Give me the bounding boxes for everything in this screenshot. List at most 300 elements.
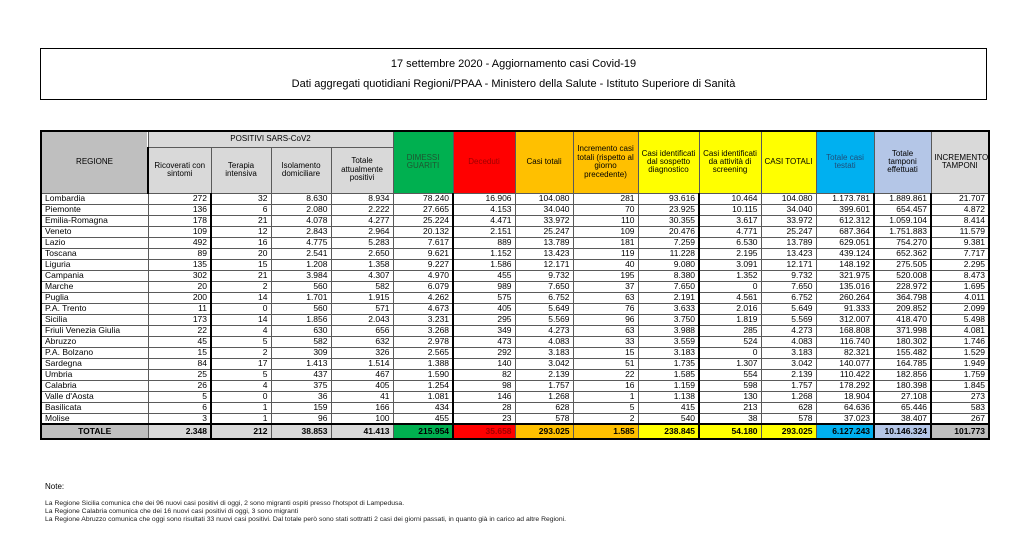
column-header-sospetto-diagnostico: Casi identificati dal sospetto diagnostico xyxy=(638,131,699,193)
value-cell: 116.740 xyxy=(816,336,874,347)
value-cell: 582 xyxy=(331,281,393,292)
value-cell: 571 xyxy=(331,303,393,314)
value-cell: 1 xyxy=(211,413,271,424)
value-cell: 12 xyxy=(211,226,271,237)
value-cell: 4 xyxy=(211,380,271,391)
note-line: La Regione Sicilia comunica che dei 96 nuovi casi positivi di oggi, 2 sono migranti ospiti presso l'hotspot di Lampedusa. xyxy=(45,500,405,507)
value-cell: 6.752 xyxy=(515,292,573,303)
value-cell: 2 xyxy=(211,347,271,358)
value-cell: 754.270 xyxy=(874,237,931,248)
value-cell: 3.559 xyxy=(638,336,699,347)
value-cell: 1.081 xyxy=(393,391,453,402)
value-cell: 9.227 xyxy=(393,259,453,270)
value-cell: 14 xyxy=(211,314,271,325)
note-line: La Regione Calabria comunica che dei 16 nuovi casi positivi di oggi, 3 sono migranti xyxy=(45,508,299,515)
value-cell: 2.139 xyxy=(515,369,573,380)
value-cell: 7.617 xyxy=(393,237,453,248)
value-cell: 209.852 xyxy=(874,303,931,314)
value-cell: 25.224 xyxy=(393,215,453,226)
value-cell: 654.457 xyxy=(874,204,931,215)
table-row xyxy=(41,413,989,424)
value-cell: 7.717 xyxy=(931,248,989,259)
column-header-totale-attualmente-positivi: Totale attualmente positivi xyxy=(331,147,393,193)
group-header-positivi-sars-cov2: POSITIVI SARS-CoV2 xyxy=(148,131,393,147)
value-cell: 164.785 xyxy=(874,358,931,369)
value-cell: 5 xyxy=(148,391,211,402)
value-cell: 89 xyxy=(148,248,211,259)
value-cell: 321.975 xyxy=(816,270,874,281)
region-cell: Molise xyxy=(41,413,148,424)
value-cell: 8.380 xyxy=(638,270,699,281)
column-header-isolamento-domiciliare: Isolamento domiciliare xyxy=(271,147,331,193)
value-cell: 4.872 xyxy=(931,204,989,215)
value-cell: 110.422 xyxy=(816,369,874,380)
value-cell: 10.146.324 xyxy=(874,424,931,439)
value-cell: 6.752 xyxy=(761,292,816,303)
value-cell: 6 xyxy=(211,204,271,215)
value-cell: 1.254 xyxy=(393,380,453,391)
value-cell: 140 xyxy=(453,358,515,369)
value-cell: 159 xyxy=(271,402,331,413)
value-cell: 22 xyxy=(573,369,638,380)
value-cell: 4.262 xyxy=(393,292,453,303)
value-cell: 989 xyxy=(453,281,515,292)
table-row xyxy=(41,314,989,325)
value-cell: 598 xyxy=(699,380,761,391)
value-cell: 375 xyxy=(271,380,331,391)
value-cell: 889 xyxy=(453,237,515,248)
value-cell: 1.586 xyxy=(453,259,515,270)
value-cell: 228.972 xyxy=(874,281,931,292)
value-cell: 583 xyxy=(931,402,989,413)
value-cell: 6.079 xyxy=(393,281,453,292)
note-line: La Regione Abruzzo comunica che oggi sono risultati 33 nuovi casi positivi. Dal totale però sono stati sottratti 2 casi dei giorni passati, in quanto già in carico ad altre Regioni. xyxy=(45,516,567,523)
value-cell: 180.302 xyxy=(874,336,931,347)
value-cell: 4.011 xyxy=(931,292,989,303)
table-row xyxy=(41,380,989,391)
region-cell: Veneto xyxy=(41,226,148,237)
value-cell: 4.771 xyxy=(699,226,761,237)
value-cell: 23.925 xyxy=(638,204,699,215)
value-cell: 1.757 xyxy=(761,380,816,391)
value-cell: 181 xyxy=(573,237,638,248)
value-cell: 38.407 xyxy=(874,413,931,424)
value-cell: 82 xyxy=(453,369,515,380)
value-cell: 1.413 xyxy=(271,358,331,369)
value-cell: 3.268 xyxy=(393,325,453,336)
value-cell: 292 xyxy=(453,347,515,358)
value-cell: 8.473 xyxy=(931,270,989,281)
value-cell: 36 xyxy=(271,391,331,402)
table-row xyxy=(41,292,989,303)
value-cell: 575 xyxy=(453,292,515,303)
region-cell: P.A. Bolzano xyxy=(41,347,148,358)
value-cell: 3.231 xyxy=(393,314,453,325)
value-cell: 2.964 xyxy=(331,226,393,237)
column-header-totale-casi-testati: Totale casi testati xyxy=(816,131,874,193)
value-cell: 439.124 xyxy=(816,248,874,259)
value-cell: 168.808 xyxy=(816,325,874,336)
value-cell: 20 xyxy=(211,248,271,259)
value-cell: 3.042 xyxy=(761,358,816,369)
value-cell: 1.352 xyxy=(699,270,761,281)
value-cell: 238.845 xyxy=(638,424,699,439)
value-cell: 5.283 xyxy=(331,237,393,248)
value-cell: 33.972 xyxy=(515,215,573,226)
value-cell: 16.906 xyxy=(453,193,515,204)
value-cell: 25.247 xyxy=(761,226,816,237)
column-header-terapia-intensiva: Terapia intensiva xyxy=(211,147,271,193)
value-cell: 3.633 xyxy=(638,303,699,314)
value-cell: 27.108 xyxy=(874,391,931,402)
value-cell: 405 xyxy=(453,303,515,314)
value-cell: 295 xyxy=(453,314,515,325)
value-cell: 34.040 xyxy=(515,204,573,215)
value-cell: 20.476 xyxy=(638,226,699,237)
value-cell: 2.016 xyxy=(699,303,761,314)
value-cell: 4.307 xyxy=(331,270,393,281)
value-cell: 1.735 xyxy=(638,358,699,369)
value-cell: 1 xyxy=(211,402,271,413)
value-cell: 437 xyxy=(271,369,331,380)
value-cell: 7.259 xyxy=(638,237,699,248)
value-cell: 35.658 xyxy=(453,424,515,439)
value-cell: 1.695 xyxy=(931,281,989,292)
column-header-screening: Casi identificati da attività di screening xyxy=(699,131,761,193)
value-cell: 26 xyxy=(148,380,211,391)
region-cell: Umbria xyxy=(41,369,148,380)
covid-data-table xyxy=(40,130,990,440)
value-cell: 4.970 xyxy=(393,270,453,281)
value-cell: 11.579 xyxy=(931,226,989,237)
value-cell: 7.650 xyxy=(638,281,699,292)
value-cell: 63 xyxy=(573,292,638,303)
value-cell: 4.083 xyxy=(515,336,573,347)
value-cell: 23 xyxy=(453,413,515,424)
value-cell: 8.630 xyxy=(271,193,331,204)
value-cell: 285 xyxy=(699,325,761,336)
value-cell: 9.732 xyxy=(761,270,816,281)
value-cell: 5 xyxy=(573,402,638,413)
value-cell: 652.362 xyxy=(874,248,931,259)
value-cell: 1.529 xyxy=(931,347,989,358)
value-cell: 5 xyxy=(211,369,271,380)
value-cell: 628 xyxy=(515,402,573,413)
value-cell: 2.195 xyxy=(699,248,761,259)
value-cell: 1.701 xyxy=(271,292,331,303)
value-cell: 25 xyxy=(148,369,211,380)
value-cell: 293.025 xyxy=(761,424,816,439)
value-cell: 3.988 xyxy=(638,325,699,336)
value-cell: 178 xyxy=(148,215,211,226)
value-cell: 1.514 xyxy=(331,358,393,369)
value-cell: 70 xyxy=(573,204,638,215)
table-row xyxy=(41,336,989,347)
value-cell: 0 xyxy=(211,391,271,402)
value-cell: 399.601 xyxy=(816,204,874,215)
region-cell: Sicilia xyxy=(41,314,148,325)
value-cell: 455 xyxy=(393,413,453,424)
value-cell: 1.819 xyxy=(699,314,761,325)
column-header-casi-totali-2: CASI TOTALI xyxy=(761,131,816,193)
value-cell: 4.081 xyxy=(931,325,989,336)
value-cell: 13.789 xyxy=(761,237,816,248)
value-cell: 1.208 xyxy=(271,259,331,270)
value-cell: 212 xyxy=(211,424,271,439)
value-cell: 98 xyxy=(453,380,515,391)
region-cell: Calabria xyxy=(41,380,148,391)
value-cell: 135 xyxy=(148,259,211,270)
value-cell: 2.043 xyxy=(331,314,393,325)
value-cell: 146 xyxy=(453,391,515,402)
value-cell: 293.025 xyxy=(515,424,573,439)
value-cell: 418.470 xyxy=(874,314,931,325)
value-cell: 3.183 xyxy=(638,347,699,358)
table-row xyxy=(41,259,989,270)
region-cell: Toscana xyxy=(41,248,148,259)
column-header-incremento-tamponi: INCREMENTO TAMPONI xyxy=(931,131,989,193)
value-cell: 18.904 xyxy=(816,391,874,402)
value-cell: 309 xyxy=(271,347,331,358)
region-cell: Valle d'Aosta xyxy=(41,391,148,402)
value-cell: 9.080 xyxy=(638,259,699,270)
table-row xyxy=(41,325,989,336)
value-cell: 78.240 xyxy=(393,193,453,204)
value-cell: 5.649 xyxy=(515,303,573,314)
table-row xyxy=(41,215,989,226)
value-cell: 11.228 xyxy=(638,248,699,259)
value-cell: 2.099 xyxy=(931,303,989,314)
value-cell: 11 xyxy=(148,303,211,314)
value-cell: 13.423 xyxy=(515,248,573,259)
value-cell: 63 xyxy=(573,325,638,336)
value-cell: 33 xyxy=(573,336,638,347)
value-cell: 1.759 xyxy=(931,369,989,380)
column-header-incremento-casi: Incremento casi totali (rispetto al giorno precedente) xyxy=(573,131,638,193)
value-cell: 166 xyxy=(331,402,393,413)
value-cell: 1.268 xyxy=(761,391,816,402)
value-cell: 2 xyxy=(573,413,638,424)
value-cell: 1 xyxy=(573,391,638,402)
value-cell: 267 xyxy=(931,413,989,424)
value-cell: 3.183 xyxy=(515,347,573,358)
value-cell: 4.078 xyxy=(271,215,331,226)
value-cell: 3.091 xyxy=(699,259,761,270)
value-cell: 9.621 xyxy=(393,248,453,259)
table-row xyxy=(41,193,989,204)
table-header xyxy=(41,131,989,193)
value-cell: 4.673 xyxy=(393,303,453,314)
value-cell: 5.569 xyxy=(761,314,816,325)
value-cell: 38 xyxy=(699,413,761,424)
table-row xyxy=(41,270,989,281)
value-cell: 20.132 xyxy=(393,226,453,237)
value-cell: 582 xyxy=(271,336,331,347)
value-cell: 14 xyxy=(211,292,271,303)
value-cell: 1.757 xyxy=(515,380,573,391)
value-cell: 5.498 xyxy=(931,314,989,325)
value-cell: 140.077 xyxy=(816,358,874,369)
value-cell: 136 xyxy=(148,204,211,215)
value-cell: 520.008 xyxy=(874,270,931,281)
value-cell: 0 xyxy=(211,303,271,314)
value-cell: 554 xyxy=(699,369,761,380)
value-cell: 1.889.861 xyxy=(874,193,931,204)
value-cell: 12.171 xyxy=(761,259,816,270)
value-cell: 578 xyxy=(515,413,573,424)
value-cell: 4.471 xyxy=(453,215,515,226)
value-cell: 34.040 xyxy=(761,204,816,215)
column-header-casi-totali: Casi totali xyxy=(515,131,573,193)
total-label-cell: TOTALE xyxy=(41,424,148,439)
region-cell: Lombardia xyxy=(41,193,148,204)
value-cell: 455 xyxy=(453,270,515,281)
value-cell: 2.650 xyxy=(331,248,393,259)
value-cell: 5.649 xyxy=(761,303,816,314)
value-cell: 632 xyxy=(331,336,393,347)
value-cell: 100 xyxy=(331,413,393,424)
value-cell: 213 xyxy=(699,402,761,413)
value-cell: 1.751.883 xyxy=(874,226,931,237)
value-cell: 41 xyxy=(331,391,393,402)
value-cell: 65.446 xyxy=(874,402,931,413)
value-cell: 2.080 xyxy=(271,204,331,215)
value-cell: 1.585 xyxy=(573,424,638,439)
value-cell: 4 xyxy=(211,325,271,336)
value-cell: 629.051 xyxy=(816,237,874,248)
value-cell: 2.843 xyxy=(271,226,331,237)
value-cell: 9.732 xyxy=(515,270,573,281)
value-cell: 578 xyxy=(761,413,816,424)
value-cell: 22 xyxy=(148,325,211,336)
value-cell: 40 xyxy=(573,259,638,270)
title-box xyxy=(40,48,987,100)
value-cell: 182.856 xyxy=(874,369,931,380)
value-cell: 4.083 xyxy=(761,336,816,347)
value-cell: 180.398 xyxy=(874,380,931,391)
value-cell: 30.355 xyxy=(638,215,699,226)
value-cell: 3.984 xyxy=(271,270,331,281)
column-header-totale-tamponi: Totale tamponi effettuati xyxy=(874,131,931,193)
value-cell: 178.292 xyxy=(816,380,874,391)
value-cell: 1.307 xyxy=(699,358,761,369)
value-cell: 0 xyxy=(699,281,761,292)
value-cell: 687.364 xyxy=(816,226,874,237)
value-cell: 4.273 xyxy=(515,325,573,336)
value-cell: 16 xyxy=(211,237,271,248)
region-cell: Lazio xyxy=(41,237,148,248)
value-cell: 20 xyxy=(148,281,211,292)
value-cell: 6 xyxy=(148,402,211,413)
value-cell: 130 xyxy=(699,391,761,402)
value-cell: 7.650 xyxy=(515,281,573,292)
column-header-ricoverati: Ricoverati con sintomi xyxy=(148,147,211,193)
value-cell: 1.059.104 xyxy=(874,215,931,226)
value-cell: 1.856 xyxy=(271,314,331,325)
value-cell: 110 xyxy=(573,215,638,226)
value-cell: 1.845 xyxy=(931,380,989,391)
value-cell: 76 xyxy=(573,303,638,314)
value-cell: 109 xyxy=(573,226,638,237)
value-cell: 8.934 xyxy=(331,193,393,204)
notes-section xyxy=(45,482,985,524)
table-row xyxy=(41,391,989,402)
table-row xyxy=(41,248,989,259)
region-cell: Sardegna xyxy=(41,358,148,369)
value-cell: 4.277 xyxy=(331,215,393,226)
value-cell: 21 xyxy=(211,270,271,281)
value-cell: 434 xyxy=(393,402,453,413)
value-cell: 492 xyxy=(148,237,211,248)
value-cell: 13.423 xyxy=(761,248,816,259)
value-cell: 0 xyxy=(699,347,761,358)
value-cell: 109 xyxy=(148,226,211,237)
value-cell: 96 xyxy=(573,314,638,325)
value-cell: 82.321 xyxy=(816,347,874,358)
value-cell: 6.530 xyxy=(699,237,761,248)
value-cell: 415 xyxy=(638,402,699,413)
title-line-1: 17 settembre 2020 - Aggiornamento casi Covid-19 xyxy=(390,57,637,70)
region-cell: Puglia xyxy=(41,292,148,303)
value-cell: 1.268 xyxy=(515,391,573,402)
value-cell: 7.650 xyxy=(761,281,816,292)
value-cell: 119 xyxy=(573,248,638,259)
value-cell: 8.414 xyxy=(931,215,989,226)
value-cell: 37 xyxy=(573,281,638,292)
column-header-regione: REGIONE xyxy=(41,131,148,193)
region-cell: Emilia-Romagna xyxy=(41,215,148,226)
total-row xyxy=(41,424,989,439)
value-cell: 630 xyxy=(271,325,331,336)
value-cell: 560 xyxy=(271,303,331,314)
column-header-deceduti: Deceduti xyxy=(453,131,515,193)
notes-heading: Note: xyxy=(45,482,65,491)
value-cell: 5.569 xyxy=(515,314,573,325)
value-cell: 1.388 xyxy=(393,358,453,369)
value-cell: 135.016 xyxy=(816,281,874,292)
value-cell: 1.173.781 xyxy=(816,193,874,204)
value-cell: 38.853 xyxy=(271,424,331,439)
value-cell: 12.171 xyxy=(515,259,573,270)
table-row xyxy=(41,237,989,248)
value-cell: 64.636 xyxy=(816,402,874,413)
value-cell: 524 xyxy=(699,336,761,347)
value-cell: 91.333 xyxy=(816,303,874,314)
column-header-dimessi-guariti: DIMESSI GUARITI xyxy=(393,131,453,193)
value-cell: 2.978 xyxy=(393,336,453,347)
region-cell: Marche xyxy=(41,281,148,292)
value-cell: 104.080 xyxy=(761,193,816,204)
value-cell: 260.264 xyxy=(816,292,874,303)
table-row xyxy=(41,402,989,413)
value-cell: 25.247 xyxy=(515,226,573,237)
region-cell: Piemonte xyxy=(41,204,148,215)
value-cell: 1.746 xyxy=(931,336,989,347)
value-cell: 2.139 xyxy=(761,369,816,380)
value-cell: 21.707 xyxy=(931,193,989,204)
value-cell: 281 xyxy=(573,193,638,204)
value-cell: 656 xyxy=(331,325,393,336)
value-cell: 1.590 xyxy=(393,369,453,380)
region-cell: Abruzzo xyxy=(41,336,148,347)
value-cell: 37.023 xyxy=(816,413,874,424)
value-cell: 155.482 xyxy=(874,347,931,358)
value-cell: 1.358 xyxy=(331,259,393,270)
value-cell: 45 xyxy=(148,336,211,347)
value-cell: 9.381 xyxy=(931,237,989,248)
region-cell: P.A. Trento xyxy=(41,303,148,314)
value-cell: 273 xyxy=(931,391,989,402)
